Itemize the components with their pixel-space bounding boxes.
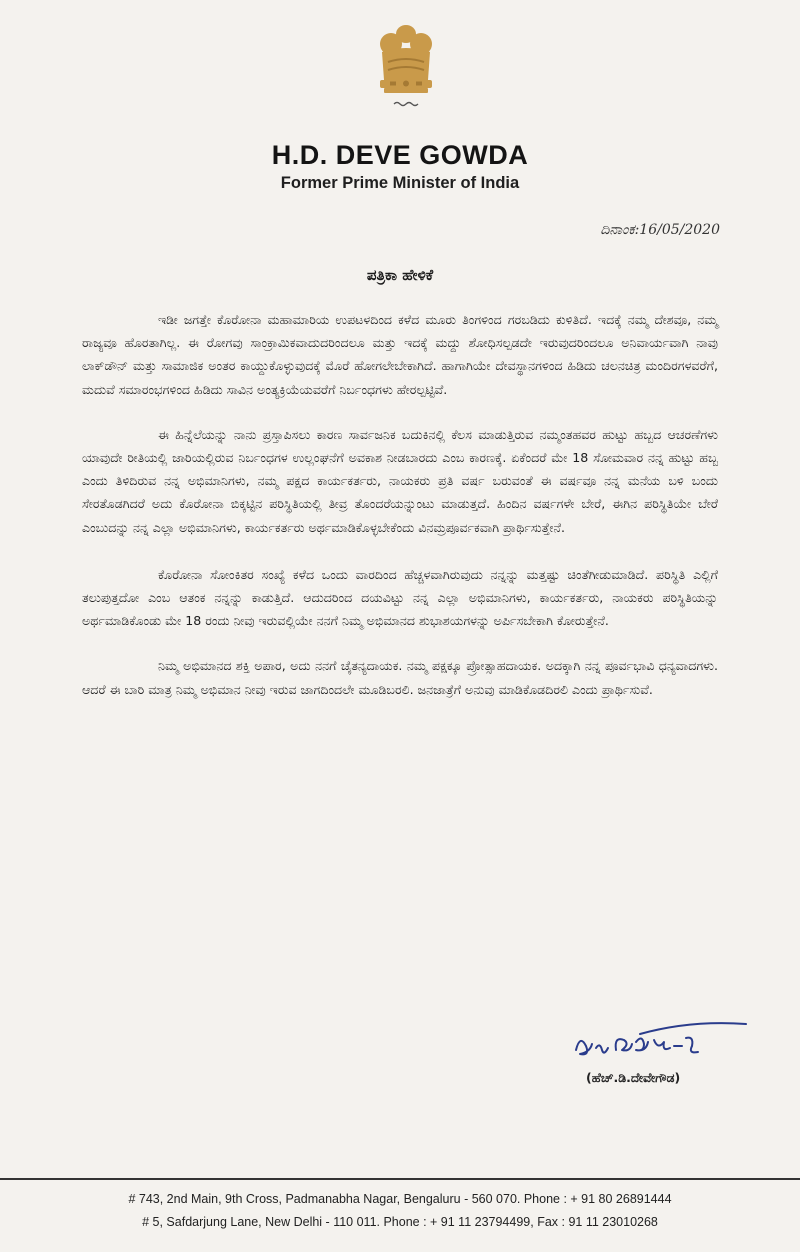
letterhead-name: H.D. DEVE GOWDA [271,140,529,170]
footer-address-delhi: # 5, Safdarjung Lane, New Delhi - 110 011. Phone : + 91 11 23794499, Fax : 91 11 23010268 [142,1215,658,1229]
body-paragraph: ಈ ಹಿನ್ನೆಲೆಯನ್ನು ನಾನು ಪ್ರಸ್ತಾಪಿಸಲು ಕಾರಣ ಸಾರ್ವಜನಿಕ ಬದುಕಿನಲ್ಲಿ ಕೆಲಸ ಮಾಡುತ್ತಿರುವ ನಮ್ಮಂತಹವರ ಹುಟ್ಟು ಹಬ್ಬದ ಆಚರಣೆಗಳು ಯಾವುದೇ ರೀತಿಯಲ್ಲಿ ಜಾರಿಯಲ್ಲಿರುವ ನಿರ್ಬಂಧಗಳ ಉಲ್ಲಂಘನೆಗೆ ಅವಕಾಶ ನೀಡಬಾರದು ಎಂಬ ಕಾರಣಕ್ಕೆ. ಏಕೆಂದರೆ ಮೇ 18 ಸೋಮವಾರ ನನ್ನ ಹುಟ್ಟು ಹಬ್ಬ ಎಂದು ತಿಳಿದಿರುವ ನನ್ನ ಅಭಿಮಾನಿಗಳು, ನಮ್ಮ ಪಕ್ಷದ ಕಾರ್ಯಕರ್ತರು, ನಾಯಕರು ಪ್ರತಿ ವರ್ಷ ಬರುವಂತೆ ಈ ವರ್ಷವೂ ನನ್ನ ಮನೆಯ ಬಳಿ ಬಂದು ಸೇರತೊಡಗಿದರೆ ಅದು ಕೊರೋನಾ ಬಿಕ್ಕಟ್ಟಿನ ಪರಿಸ್ಥಿತಿಯಲ್ಲಿ ತೀವ್ರ ತೊಂದರೆಯನ್ನುಂಟು ಮಾಡುತ್ತದೆ. ಹಿಂದಿನ ವರ್ಷಗಳೇ ಬೇರೆ, ಈಗಿನ ಪರಿಸ್ಥಿತಿಯೇ ಬೇರೆ ಎಂಬುದನ್ನು ನನ್ನ ಎಲ್ಲಾ ಅಭಿಮಾನಿಗಳು, ಕಾರ್ಯಕರ್ತರು ಅರ್ಥಮಾಡಿಕೊಳ್ಳಬೇಕೆಂದು ವಿನಮ್ರಪೂರ್ವಕವಾಗಿ ಪ್ರಾರ್ಥಿಸುತ್ತೇನೆ. [82,426,718,535]
body-paragraph: ಕೊರೋನಾ ಸೋಂಕಿತರ ಸಂಖ್ಯೆ ಕಳೆದ ಒಂದು ವಾರದಿಂದ ಹೆಚ್ಚಳವಾಗಿರುವುದು ನನ್ನನ್ನು ಮತ್ತಷ್ಟು ಚಿಂತೆಗೀಡುಮಾಡಿದೆ. ಪರಿಸ್ಥಿತಿ ಎಲ್ಲಿಗೆ ತಲುಪುತ್ತದೋ ಎಂಬ ಆತಂಕ ನನ್ನನ್ನು ಕಾಡುತ್ತಿದೆ. ಆದುದರಿಂದ ದಯವಿಟ್ಟು ನನ್ನ ಎಲ್ಲಾ ಅಭಿಮಾನಿಗಳು, ಕಾರ್ಯಕರ್ತರು, ನಾಯಕರು ಪರಿಸ್ಥಿತಿಯನ್ನು ಅರ್ಥಮಾಡಿಕೊಂಡು ಮೇ 18 ರಂದು ನೀವು ಇರುವಲ್ಲಿಯೇ ನನಗೆ ನಿಮ್ಮ ಅಭಿಮಾನದ ಶುಭಾಶಯಗಳನ್ನು ಅರ್ಪಿಸಬೇಕಾಗಿ ಕೋರುತ್ತೇನೆ. [82,566,718,629]
signatory-name: (ಹೆಚ್.ಡಿ.ದೇವೇಗೌಡ) [586,1070,681,1085]
footer-divider [0,1178,800,1180]
state-emblem-icon [372,22,440,114]
press-release-heading: ಪತ್ರಿಕಾ ಹೇಳಿಕೆ [366,266,434,284]
footer-address-bengaluru: # 743, 2nd Main, 9th Cross, Padmanabha Nagar, Bengaluru - 560 070. Phone : + 91 80 26891444 [128,1192,672,1206]
letter-body [82,308,718,723]
signature-icon [570,1020,750,1070]
body-paragraph: ಇಡೀ ಜಗತ್ತೇ ಕೊರೋನಾ ಮಹಾಮಾರಿಯ ಉಪಟಳದಿಂದ ಕಳೆದ ಮೂರು ತಿಂಗಳಿಂದ ಗರಬಡಿದು ಕುಳಿತಿದೆ. ಇದಕ್ಕೆ ನಮ್ಮ ದೇಶವೂ, ನಮ್ಮ ರಾಜ್ಯವೂ ಹೊರತಾಗಿಲ್ಲ. ಈ ರೋಗವು ಸಾಂಕ್ರಾಮಿಕವಾದುದರಿಂದಲೂ ಮತ್ತು ಇದಕ್ಕೆ ಮದ್ದು ಶೋಧಿಸಲ್ಪಡದೇ ಇರುವುದರಿಂದಲೂ ಅನಿವಾರ್ಯವಾಗಿ ನಾವು ಲಾಕ್‌ಡೌನ್ ಮತ್ತು ಸಾಮಾಜಿಕ ಅಂತರ ಕಾಯ್ದುಕೊಳ್ಳುವುದಕ್ಕೆ ಮೊರೆ ಹೋಗಲೇಬೇಕಾಗಿದೆ. ಹಾಗಾಗಿಯೇ ದೇವಸ್ಥಾನಗಳಿಂದ ಹಿಡಿದು ಚಲನಚಿತ್ರ ಮಂದಿರಗಳವರೆಗೆ, ಮದುವೆ ಸಮಾರಂಭಗಳಿಂದ ಹಿಡಿದು ಸಾವಿನ ಅಂತ್ಯಕ್ರಿಯೆಯವರೆಗೆ ನಿರ್ಬಂಧಗಳು ಹೇರಲ್ಪಟ್ಟಿವೆ. [82,312,718,397]
letter-date: ದಿನಾಂಕ:16/05/2020 [600,222,720,238]
letterhead-subtitle: Former Prime Minister of India [280,174,520,192]
body-paragraph: ನಿಮ್ಮ ಅಭಿಮಾನದ ಶಕ್ತಿ ಅಪಾರ, ಅದು ನನಗೆ ಚೈತನ್ಯದಾಯಕ. ನಮ್ಮ ಪಕ್ಷಕ್ಕೂ ಪ್ರೋತ್ಸಾಹದಾಯಕ. ಅದಕ್ಕಾಗಿ ನನ್ನ ಪೂರ್ವಭಾವಿ ಧನ್ಯವಾದಗಳು. ಆದರೆ ಈ ಬಾರಿ ಮಾತ್ರ ನಿಮ್ಮ ಅಭಿಮಾನ ನೀವು ಇರುವ ಜಾಗದಿಂದಲೇ ಮೂಡಿಬರಲಿ. ಜನಜಾತ್ರೆಗೆ ಅನುವು ಮಾಡಿಕೊಡದಿರಲಿ ಎಂದು ಪ್ರಾರ್ಥಿಸುವೆ. [82,658,718,697]
